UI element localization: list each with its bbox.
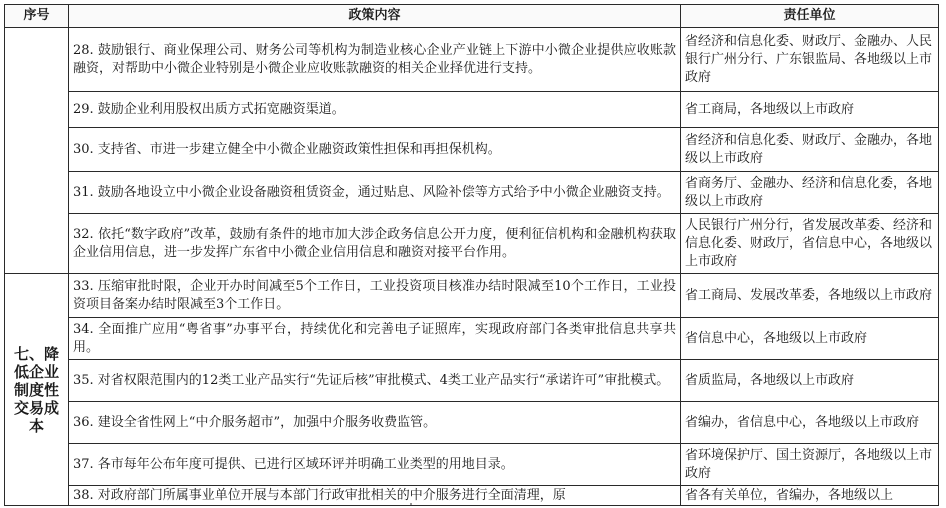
responsible-unit: 人民银行广州分行，省发展改革委、经济和信息化委、财政厅，省信息中心，各地级以上市政府 [681,214,939,274]
policy-content: 32. 依托“数字政府”改革，鼓励有条件的地市加大涉企政务信息公开力度，便利征信机构和金融机构获取企业信用信息，进一步发挥广东省中小微企业信用信息和融资对接平台作用。 [69,214,681,274]
policy-content: 28. 鼓励银行、商业保理公司、财务公司等机构为制造业核心企业产业链上下游中小微企业提供应收账款融资，对帮助中小微企业特别是小微企业应收账款融资的相关企业择优进行支持。 [69,28,681,92]
policy-content: 36. 建设全省性网上“中介服务超市”，加强中介服务收费监管。 [69,402,681,444]
table-row [5,444,939,486]
policy-table [4,4,939,506]
responsible-unit: 省环境保护厅、国土资源厅，各地级以上市政府 [681,444,939,486]
category-cell: 七、降低企业制度性交易成本 [5,274,69,506]
table-row [5,214,939,274]
table-row [5,486,939,506]
header-unit: 责任单位 [681,5,939,28]
responsible-unit: 省编办，省信息中心，各地级以上市政府 [681,402,939,444]
header-content: 政策内容 [69,5,681,28]
table-row [5,128,939,172]
responsible-unit: 省工商局，各地级以上市政府 [681,92,939,128]
policy-content: 31. 鼓励各地设立中小微企业设备融资租赁资金，通过贴息、风险补偿等方式给予中小微企业融资支持。 [69,172,681,214]
responsible-unit: 省经济和信息化委、财政厅、金融办，各地级以上市政府 [681,128,939,172]
policy-content: 34. 全面推广应用“粤省事”办事平台，持续优化和完善电子证照库，实现政府部门各类审批信息共享共用。 [69,318,681,360]
policy-content: 35. 对省权限范围内的12类工业产品实行“先证后核”审批模式、4类工业产品实行“承诺许可”审批模式。 [69,360,681,402]
scan-speck [410,503,412,505]
responsible-unit: 省质监局，各地级以上市政府 [681,360,939,402]
responsible-unit: 省各有关单位，省编办，各地级以上 [681,486,939,506]
table-row [5,28,939,92]
policy-content: 29. 鼓励企业利用股权出质方式拓宽融资渠道。 [69,92,681,128]
header-index: 序号 [5,5,69,28]
table-row [5,360,939,402]
category-cell-previous [5,28,69,274]
responsible-unit: 省商务厅、金融办、经济和信息化委，各地级以上市政府 [681,172,939,214]
table-row [5,402,939,444]
table-row [5,274,939,318]
policy-content: 30. 支持省、市进一步建立健全中小微企业融资政策性担保和再担保机构。 [69,128,681,172]
responsible-unit: 省工商局、发展改革委，各地级以上市政府 [681,274,939,318]
table-header-row [5,5,939,28]
policy-content: 38. 对政府部门所属事业单位开展与本部门行政审批相关的中介服务进行全面清理，原 [69,486,681,506]
responsible-unit: 省经济和信息化委、财政厅、金融办、人民银行广州分行、广东银监局、各地级以上市政府 [681,28,939,92]
table-row [5,318,939,360]
policy-content: 37. 各市每年公布年度可提供、已进行区域环评并明确工业类型的用地目录。 [69,444,681,486]
table-row [5,172,939,214]
responsible-unit: 省信息中心，各地级以上市政府 [681,318,939,360]
table-row [5,92,939,128]
policy-content: 33. 压缩审批时限，企业开办时间减至5个工作日，工业投资项目核准办结时限减至10个工作日，工业投资项目备案办结时限减至3个工作日。 [69,274,681,318]
